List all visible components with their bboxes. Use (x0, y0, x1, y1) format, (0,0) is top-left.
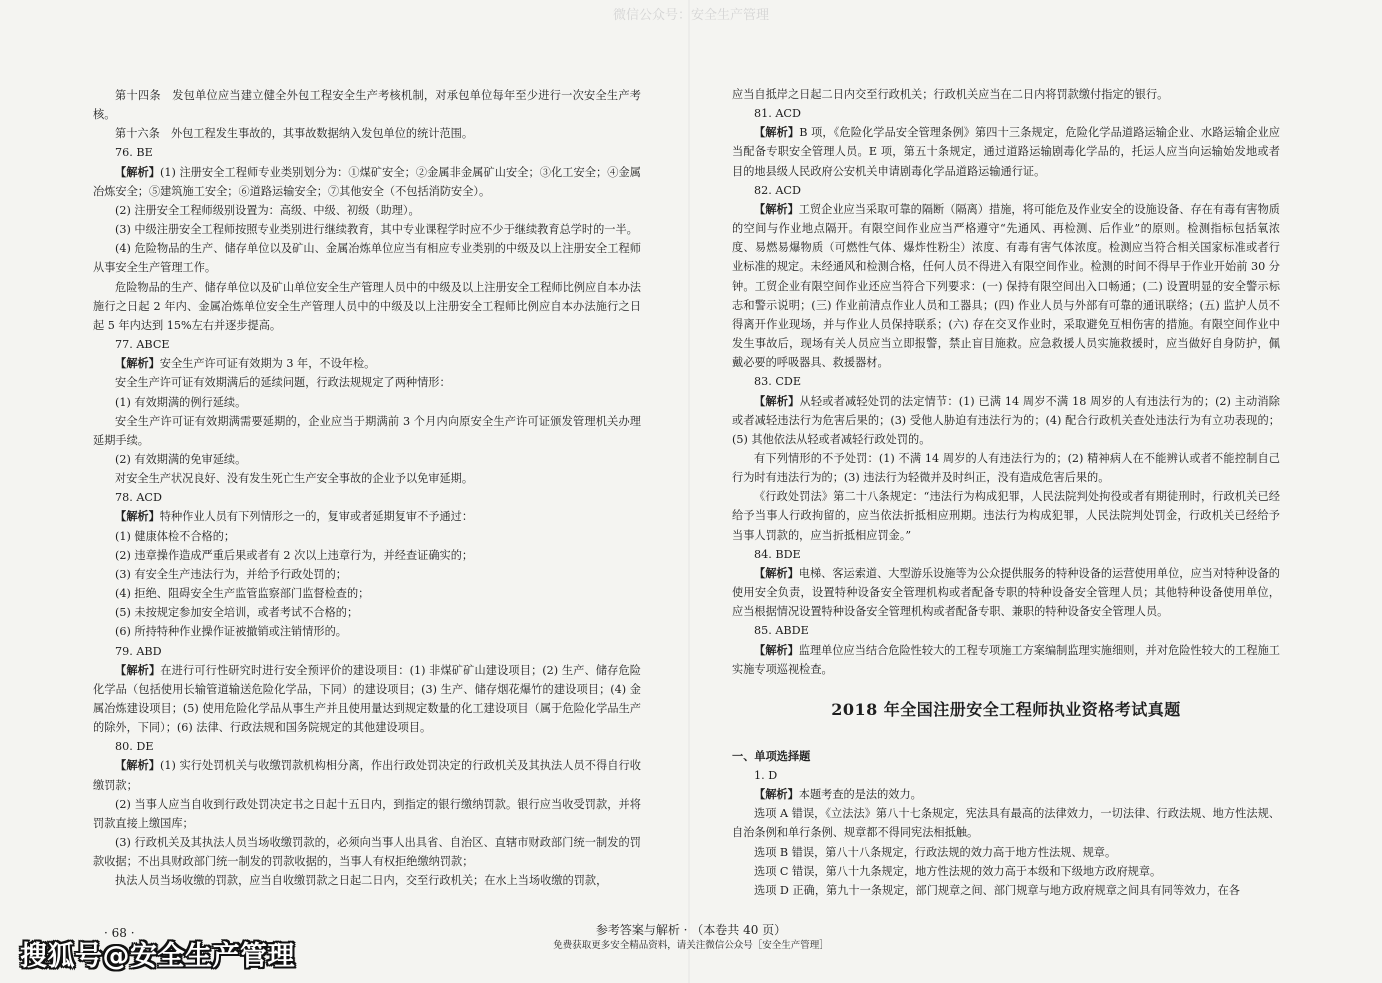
paragraph (93, 795, 641, 833)
paragraph (93, 201, 641, 220)
paragraph (732, 200, 1280, 372)
paragraph-text: (4) 危险物品的生产、储存单位以及矿山、金属冶炼单位应当有相应专业类别的中级及以上注册安全工程师从事安全生产管理工作。 (93, 242, 641, 275)
paragraph (732, 487, 1280, 544)
paragraph-text: 78. ACD (115, 491, 162, 505)
paragraph (732, 621, 1280, 640)
exam-title: 2018 年全国注册安全工程师执业资格考试真题 (831, 699, 1181, 719)
paragraph (732, 449, 1280, 487)
paragraph-text: (1) 有效期满的例行延续。 (115, 395, 247, 409)
paragraph (93, 565, 641, 584)
paragraph-text: 80. DE (115, 740, 154, 754)
paragraph-text: 77. ABCE (115, 338, 170, 352)
paragraph-text: 83. CDE (754, 375, 802, 389)
paragraph (93, 354, 641, 373)
paragraph-text: 选项 D 正确，第九十一条规定，部门规章之间、部门规章与地方政府规章之间具有同等效力，在各 (754, 883, 1240, 897)
paragraph (93, 527, 641, 546)
paragraph (93, 756, 641, 794)
paragraph-text: (3) 中级注册安全工程师按照专业类别进行继续教育，其中专业课程学时应不少于继续教育总学时的一半。 (115, 223, 638, 237)
paragraph (732, 104, 1280, 123)
paragraph-text: (3) 行政机关及其执法人员当场收缴罚款的，必须向当事人出具省、自治区、直辖市财政部门统一制发的罚款收据；不出具财政部门统一制发的罚款收据的，当事人有权拒绝缴纳罚款； (93, 836, 641, 869)
paragraph-text: 第十六条 外包工程发生事故的，其事故数据纳入发包单位的统计范围。 (115, 127, 474, 141)
paragraph-text: (2) 注册安全工程师级别设置为：高级、中级、初级（助理）。 (115, 203, 420, 217)
section-heading: 一、单项选择题 (732, 748, 811, 763)
paragraph-text: 在进行可行性研究时进行安全预评价的建设项目：(1) 非煤矿矿山建设项目；(2) 生产、储存危险化学品（包括使用长输管道输送危险化学品，下同）的建设项目；(3) 生产、储存烟花爆竹的建设项目；(4) 金属冶炼建设项目；(5) 使用危险化学品从事生产并且使用量达到规定数量的化工建设项目（属于危险化学品生产的除外，下同）；(6) 法律、行政法规和国务院规定的其他建设项目。 (93, 663, 641, 735)
left-column (93, 86, 641, 891)
paragraph (93, 373, 641, 392)
paragraph-text: 应当自抵岸之日起二日内交至行政机关；行政机关应当在二日内将罚款缴付指定的银行。 (732, 88, 1169, 101)
paragraph-text: (1) 注册安全工程师专业类别划分为：①煤矿安全；②金属非金属矿山安全；③化工安全；④金属冶炼安全；⑤建筑施工安全；⑥道路运输安全；⑦其他安全（不包括消防安全）。 (93, 165, 641, 198)
paragraph (93, 488, 641, 507)
analysis-tag: 【解析】 (754, 201, 799, 216)
paragraph (93, 603, 641, 622)
paragraph (732, 123, 1280, 180)
paragraph (732, 181, 1280, 200)
paragraph (732, 804, 1280, 842)
paragraph-text: 本题考查的是法的效力。 (798, 788, 922, 802)
paragraph (732, 881, 1280, 900)
analysis-tag: 【解析】 (115, 758, 161, 773)
paragraph-text: 安全生产许可证有效期为 3 年，不设年检。 (159, 357, 376, 371)
footer-title: 参考答案与解析 · （本卷共 40 页） (595, 923, 787, 937)
paragraph (732, 785, 1280, 804)
paragraph (93, 871, 641, 890)
paragraph-text: 选项 C 错误，第八十九条规定，地方性法规的效力高于本级和下级地方政府规章。 (754, 864, 1162, 878)
brand-overlay-watermark: 搜狐号@安全生产管理 (20, 941, 295, 972)
analysis-tag: 【解析】 (115, 662, 161, 677)
analysis-tag: 【解析】 (754, 125, 800, 140)
paragraph-text: (1) 健康体检不合格的； (115, 529, 236, 543)
paragraph (93, 661, 641, 738)
paragraph (93, 278, 641, 335)
page-number: · 68 · (104, 926, 135, 940)
paragraph (732, 372, 1280, 391)
analysis-tag: 【解析】 (115, 356, 160, 371)
paragraph-text: 选项 B 错误，第八十八条规定，行政法规的效力高于地方性法规、规章。 (754, 845, 1117, 859)
analysis-tag: 【解析】 (115, 164, 161, 179)
top-watermark: 微信公众号：安全生产管理 (612, 8, 769, 23)
paragraph (93, 546, 641, 565)
paragraph-text: 工贸企业应当采取可靠的隔断（隔离）措施，将可能危及作业安全的设施设备、存在有毒有害物质的空间与作业地点隔开。有限空间作业应当严格遵守“先通风、再检测、后作业”的原则。检测指标包括氧浓度、易燃易爆物质（可燃性气体、爆炸性粉尘）浓度、有毒有害气体浓度。检测应当符合相关国家标准或者行业标准的规定。未经通风和检测合格，任何人员不得进入有限空间作业。检测的时间不得早于作业开始前 30 分钟。工贸企业有限空间作业还应当符合下列要求：(一) 保持有限空间出入口畅通；(二) 设置明显的安全警示标志和警示说明；(三) 作业前清点作业人员和工器具；(四) 作业人员与外部有可靠的通讯联络；(五) 监护人员不得离开作业现场，并与作业人员保持联系；(六) 存在交叉作业时，采取避免互相伤害的措施。有限空间作业中发生事故后，现场有关人员应当立即报警，禁止盲目施救。应急救援人员实施救援时，应当做好自身防护，佩戴必要的呼吸器具、救援器材。 (732, 202, 1280, 370)
paragraph (732, 545, 1280, 564)
page-spine (688, 0, 690, 983)
paragraph (93, 450, 641, 469)
paragraph (93, 124, 641, 143)
paragraph-text: 81. ACD (754, 107, 801, 121)
paragraph-text: 电梯、客运索道、大型游乐设施等为公众提供服务的特种设备的运营使用单位，应当对特种设备的使用安全负责，设置特种设备安全管理机构或者配备专职的特种设备安全管理人员；其他特种设备使用单位，应当根据情况设置特种设备安全管理机构或者配备专职、兼职的特种设备安全管理人员。 (732, 566, 1280, 619)
right-column-answers (732, 85, 1280, 679)
paragraph (732, 843, 1280, 862)
paragraph-text: (4) 拒绝、阻碍安全生产监管监察部门监督检查的； (115, 587, 370, 601)
paragraph-text: (2) 有效期满的免审延续。 (115, 452, 247, 466)
paragraph (93, 220, 641, 239)
analysis-tag: 【解析】 (754, 565, 799, 580)
paragraph (732, 641, 1280, 679)
paragraph (93, 335, 641, 354)
paragraph-text: 79. ABD (115, 644, 162, 658)
paragraph-text: B 项，《危险化学品安全管理条例》第四十三条规定，危险化学品道路运输企业、水路运输企业应当配备专职安全管理人员。E 项，第五十条规定，通过道路运输剧毒化学品的，托运人应当向运输始发地或者目的地县级人民政府公安机关申请剧毒化学品道路运输通行证。 (732, 126, 1280, 178)
paragraph-text: 82. ACD (754, 183, 801, 197)
paragraph-text: 有下列情形的不予处罚：(1) 不满 14 周岁的人有违法行为的；(2) 精神病人在不能辨认或者不能控制自己行为时有违法行为的；(3) 违法行为轻微并及时纠正，没有造成危害后果的。 (732, 451, 1280, 485)
paragraph-text: (5) 未按规定参加安全培训，或者考试不合格的； (115, 606, 359, 620)
paragraph-text: 安全生产许可证有效期满需要延期的，企业应当于期满前 3 个月内向原安全生产许可证颁发管理机关办理延期手续。 (93, 414, 641, 447)
paragraph (93, 86, 641, 124)
paragraph (732, 392, 1280, 449)
paragraph (93, 239, 641, 277)
paragraph (732, 564, 1280, 621)
paragraph (93, 833, 641, 871)
analysis-tag: 【解析】 (754, 393, 800, 408)
paragraph (93, 393, 641, 412)
paragraph-text: 第十四条 发包单位应当建立健全外包工程安全生产考核机制，对承包单位每年至少进行一次安全生产考核。 (93, 89, 641, 122)
paragraph-text: 特种作业人员有下列情形之一的，复审或者延期复审不予通过： (159, 510, 474, 524)
analysis-tag: 【解析】 (754, 787, 799, 802)
paragraph-text: 对安全生产状况良好、没有发生死亡生产安全事故的企业予以免审延期。 (115, 472, 474, 486)
paragraph (93, 163, 641, 201)
paragraph (93, 584, 641, 603)
paragraph (93, 622, 641, 641)
paragraph (732, 862, 1280, 881)
paragraph-text: 《行政处罚法》第二十八条规定：“违法行为构成犯罪，人民法院判处拘役或者有期徒刑时，行政机关已经给予当事人行政拘留的，应当依法折抵相应刑期。违法行为构成犯罪，人民法院判处罚金，行政机关已经给予当事人罚款的，应当折抵相应罚金。” (732, 490, 1280, 542)
paragraph-text: 监理单位应当结合危险性较大的工程专项施工方案编制监理实施细则，并对危险性较大的工程施工实施专项巡视检查。 (732, 643, 1280, 676)
paragraph (93, 469, 641, 488)
paragraph (93, 412, 641, 450)
paragraph (732, 85, 1280, 104)
paragraph-text: 84. BDE (754, 547, 801, 561)
analysis-tag: 【解析】 (115, 509, 160, 524)
paragraph-text: (2) 违章操作造成严重后果或者有 2 次以上违章行为，并经查证确实的； (115, 548, 474, 562)
paragraph-text: 选项 A 错误，《立法法》第八十七条规定，宪法具有最高的法律效力，一切法律、行政法规、地方性法规、自治条例和单行条例、规章都不得同宪法相抵触。 (732, 807, 1280, 840)
right-column (732, 85, 1280, 900)
paragraph (93, 642, 641, 661)
paragraph-text: 76. BE (115, 146, 153, 160)
paragraph-text: (2) 当事人应当自收到行政处罚决定书之日起十五日内，到指定的银行缴纳罚款。银行应当收受罚款，并将罚款直接上缴国库； (93, 797, 641, 830)
paragraph-text: 执法人员当场收缴的罚款，应当自收缴罚款之日起二日内，交至行政机关；在水上当场收缴的罚款， (115, 874, 608, 888)
paragraph-text: (6) 所持特种作业操作证被撤销或注销情形的。 (115, 625, 347, 639)
paragraph (93, 143, 641, 162)
paragraph-text: (3) 有安全生产违法行为，并给予行政处罚的； (115, 567, 347, 581)
paragraph (93, 737, 641, 756)
paragraph-text: 从轻或者减轻处罚的法定情节：(1) 已满 14 周岁不满 18 周岁的人有违法行为的；(2) 主动消除或者减轻违法行为危害后果的；(3) 受他人胁迫有违法行为的；(4) 配合行政机关查处违法行为有立功表现的；(5) 其他依法从轻或者减轻行政处罚的。 (732, 394, 1280, 446)
analysis-tag: 【解析】 (754, 642, 799, 657)
paragraph (93, 507, 641, 526)
paragraph-text: 1. D (754, 769, 778, 782)
paragraph-text: 85. ABDE (754, 624, 809, 638)
right-column-answers-2018 (732, 766, 1280, 900)
paragraph (732, 766, 1280, 785)
paragraph-text: 危险物品的生产、储存单位以及矿山单位安全生产管理人员中的中级及以上注册安全工程师比例应自本办法施行之日起 2 年内、金属冶炼单位安全生产管理人员中的中级及以上注册安全工程师比例应自本办法施行之日起 5 年内达到 15%左右并逐步提高。 (93, 280, 641, 332)
paragraph-text: (1) 实行处罚机关与收缴罚款机构相分离，作出行政处罚决定的行政机关及其执法人员不得自行收缴罚款； (93, 759, 641, 792)
paragraph-text: 安全生产许可证有效期满后的延续问题，行政法规规定了两种情形： (115, 376, 451, 390)
footer-promo: 免费获取更多安全精品资料，请关注微信公众号［安全生产管理］ (553, 940, 829, 951)
